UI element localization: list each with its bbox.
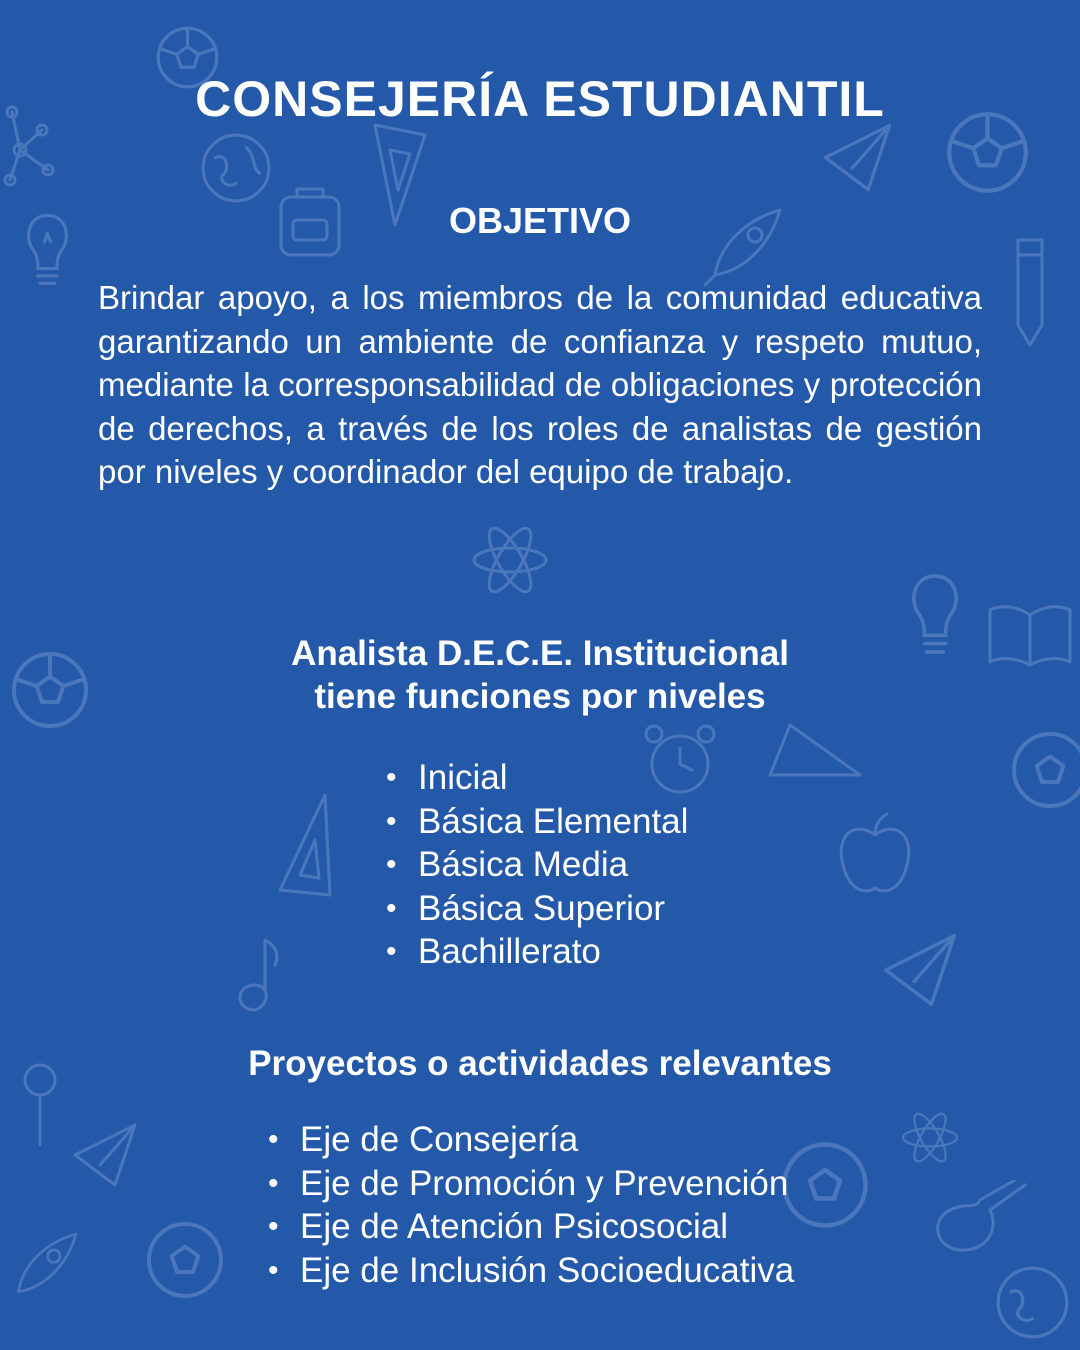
- list-item: • Eje de Inclusión Socioeducativa: [268, 1249, 794, 1293]
- bullet-icon: •: [386, 848, 397, 881]
- projects-list: [268, 1118, 794, 1292]
- bullet-icon: •: [386, 804, 397, 838]
- bullet-icon: •: [268, 1210, 279, 1243]
- page-title: CONSEJERÍA ESTUDIANTIL: [195, 71, 885, 127]
- list-item: • Eje de Promoción y Prevención: [268, 1162, 794, 1206]
- analista-heading: [0, 632, 1080, 718]
- list-item: • Inicial: [386, 756, 688, 800]
- bullet-icon: •: [268, 1253, 279, 1287]
- bullet-icon: •: [386, 891, 397, 925]
- proyectos-heading: Proyectos o actividades relevantes: [248, 1044, 832, 1083]
- bullet-icon: •: [386, 761, 397, 794]
- list-item: • Eje de Consejería: [268, 1118, 794, 1162]
- bullet-icon: •: [268, 1123, 279, 1156]
- list-item: • Básica Superior: [386, 887, 688, 931]
- list-item: • Básica Media: [386, 843, 688, 887]
- analista-heading-line2: tiene funciones por niveles: [314, 677, 766, 716]
- levels-list: [386, 756, 688, 974]
- list-item: • Eje de Atención Psicosocial: [268, 1205, 794, 1249]
- list-item: • Básica Elemental: [386, 800, 688, 844]
- bullet-icon: •: [386, 935, 397, 968]
- objective-heading: OBJETIVO: [448, 200, 632, 241]
- analista-heading-line1: Analista D.E.C.E. Institucional: [291, 634, 789, 673]
- list-item: • Bachillerato: [386, 930, 688, 974]
- bullet-icon: •: [268, 1166, 279, 1200]
- objective-text: Brindar apoyo, a los miembros de la comunidad educativa garantizando un ambiente de confianza y respeto mutuo, mediante la corresponsabilidad de obligaciones y protección de derechos, a través de los roles de analistas de gestión por niveles y coordinador del equipo de trabajo.: [98, 279, 982, 490]
